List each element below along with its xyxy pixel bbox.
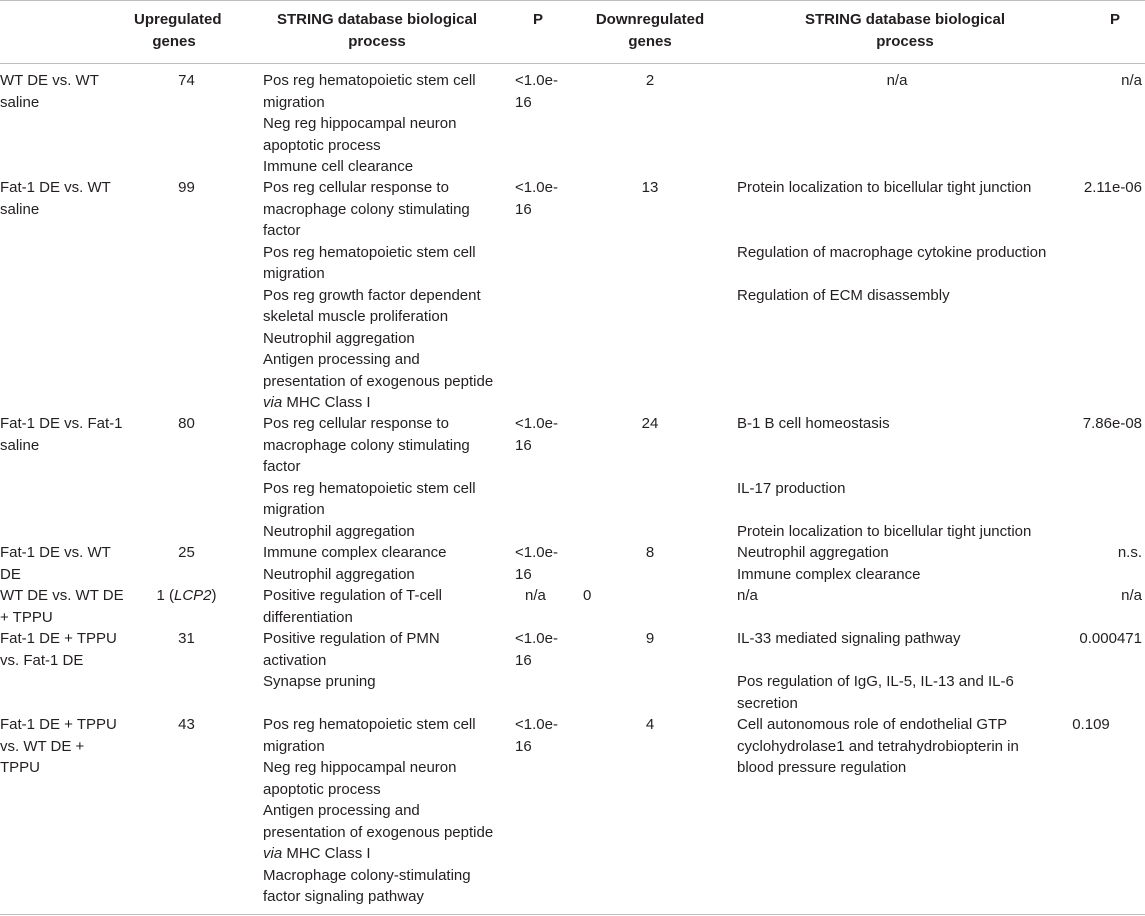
down-p-value: 7.86e-08 bbox=[1082, 415, 1142, 432]
up-process: Immune complex clearance bbox=[263, 544, 447, 561]
up-p-value: <1.0e-16 bbox=[515, 72, 558, 111]
up-process: Macrophage colony-stimulating factor signaling pathway bbox=[263, 866, 471, 905]
up-gene-name: LCP2 bbox=[173, 587, 212, 604]
down-process-list bbox=[737, 177, 1057, 306]
up-gene-count: 31 bbox=[178, 630, 195, 647]
table-top-rule bbox=[0, 0, 1145, 1]
up-p-value: <1.0e-16 bbox=[515, 544, 558, 583]
up-process: Neg reg hippocampal neuron apoptotic process bbox=[263, 759, 457, 798]
down-gene-count: 2 bbox=[645, 72, 655, 89]
down-p-value: 0.000471 bbox=[1079, 630, 1142, 647]
up-gene-count: 99 bbox=[178, 179, 195, 196]
down-gene-count: 4 bbox=[645, 716, 655, 733]
header-down-p: P bbox=[1109, 11, 1120, 28]
up-process: Positive regulation of PMN activation bbox=[263, 630, 440, 669]
down-process-list bbox=[737, 542, 1057, 585]
header-down-process: STRING database biological process bbox=[804, 11, 1006, 50]
up-p-value: <1.0e-16 bbox=[515, 630, 558, 669]
up-process-list bbox=[263, 70, 498, 178]
down-p-value: 0.109 bbox=[1072, 716, 1110, 733]
down-process: Pos regulation of IgG, IL-5, IL-13 and IL-6 secretion bbox=[737, 673, 1014, 712]
down-process: Protein localization to bicellular tight junction bbox=[737, 522, 1032, 540]
down-p-value: 2.11e-06 bbox=[1083, 179, 1142, 196]
up-process-antigen: Antigen processing and presentation of exogenous peptide via MHC Class I bbox=[263, 802, 494, 862]
down-process: IL-17 production bbox=[737, 479, 846, 497]
up-process: Positive regulation of T-cell differentiation bbox=[263, 587, 442, 626]
up-process: Neg reg hippocampal neuron apoptotic process bbox=[263, 115, 457, 154]
down-process-list bbox=[737, 413, 1057, 542]
up-gene-count: 25 bbox=[178, 544, 195, 561]
down-process: Immune complex clearance bbox=[737, 565, 921, 583]
row-comparison: Fat-1 DE + TPPU vs. Fat-1 DE bbox=[0, 630, 117, 669]
up-gene-count: 43 bbox=[178, 716, 195, 733]
down-process: IL-33 mediated signaling pathway bbox=[737, 630, 961, 647]
up-process: Pos reg hematopoietic stem cell migration bbox=[263, 479, 476, 518]
row-comparison: Fat-1 DE vs. WT DE bbox=[0, 544, 111, 583]
down-gene-count: 0 bbox=[583, 587, 592, 604]
up-process-list bbox=[263, 714, 498, 908]
up-process-list bbox=[263, 628, 498, 693]
down-gene-count: 8 bbox=[645, 544, 655, 561]
header-upregulated-genes: Upregulated genes bbox=[134, 11, 222, 50]
down-process: Protein localization to bicellular tight junction bbox=[737, 179, 1032, 196]
down-p-value: n/a bbox=[1121, 72, 1142, 89]
down-process: Regulation of macrophage cytokine production bbox=[737, 243, 1047, 261]
up-process: Immune cell clearance bbox=[263, 158, 414, 175]
down-gene-count: 13 bbox=[641, 179, 659, 196]
up-process-list bbox=[263, 177, 498, 414]
down-p-value: n/a bbox=[1121, 587, 1142, 604]
up-process: Pos reg hematopoietic stem cell migration bbox=[263, 243, 476, 282]
up-process-list bbox=[263, 585, 498, 628]
up-process: Pos reg cellular response to macrophage colony stimulating factor bbox=[263, 179, 470, 239]
header-downregulated-genes: Downregulated genes bbox=[595, 11, 705, 50]
row-comparison: Fat-1 DE + TPPU vs. WT DE + TPPU bbox=[0, 716, 117, 776]
header-up-p: P bbox=[532, 11, 543, 28]
up-p-value: n/a bbox=[525, 587, 546, 604]
up-process: Pos reg hematopoietic stem cell migration bbox=[263, 716, 476, 755]
up-process: Neutrophil aggregation bbox=[263, 565, 415, 583]
down-p-value: n.s. bbox=[1117, 544, 1142, 561]
up-p-value: <1.0e-16 bbox=[515, 716, 558, 755]
up-process: Pos reg growth factor dependent skeletal muscle proliferation bbox=[263, 286, 481, 325]
header-rule bbox=[0, 63, 1145, 64]
down-process-list bbox=[737, 714, 1037, 779]
down-process: Regulation of ECM disassembly bbox=[737, 286, 950, 304]
row-comparison: Fat-1 DE vs. Fat-1 saline bbox=[0, 415, 123, 454]
down-gene-count: 9 bbox=[645, 630, 655, 647]
up-p-value: <1.0e-16 bbox=[515, 415, 558, 454]
up-process: Neutrophil aggregation bbox=[263, 329, 415, 347]
up-process: Pos reg cellular response to macrophage colony stimulating factor bbox=[263, 415, 470, 475]
up-process: Synapse pruning bbox=[263, 673, 376, 690]
up-p-value: <1.0e-16 bbox=[515, 179, 558, 218]
down-process: B-1 B cell homeostasis bbox=[737, 415, 890, 432]
up-gene-count: 74 bbox=[178, 72, 195, 89]
up-process: Neutrophil aggregation bbox=[263, 522, 415, 540]
down-gene-count: 24 bbox=[641, 415, 659, 432]
row-comparison: WT DE vs. WT saline bbox=[0, 72, 99, 111]
down-process-list bbox=[737, 628, 1057, 714]
down-process: Neutrophil aggregation bbox=[737, 544, 889, 561]
up-process-list bbox=[263, 542, 498, 585]
up-process-list bbox=[263, 413, 498, 542]
down-process: n/a bbox=[886, 72, 908, 89]
down-process: Cell autonomous role of endothelial GTP cyclohydrolase1 and tetrahydrobiopterin in blood pressure regulation bbox=[737, 716, 1019, 776]
up-gene-count: 80 bbox=[178, 415, 195, 432]
row-comparison: WT DE vs. WT DE + TPPU bbox=[0, 587, 124, 626]
up-gene-count: 1 (LCP2) bbox=[156, 587, 217, 604]
row-comparison: Fat-1 DE vs. WT saline bbox=[0, 179, 111, 218]
down-process: n/a bbox=[737, 587, 758, 604]
table-bottom-rule bbox=[0, 914, 1145, 915]
up-process: Pos reg hematopoietic stem cell migration bbox=[263, 72, 476, 111]
header-up-process: STRING database biological process bbox=[276, 11, 478, 50]
up-process-antigen: Antigen processing and presentation of exogenous peptide via MHC Class I bbox=[263, 351, 494, 411]
